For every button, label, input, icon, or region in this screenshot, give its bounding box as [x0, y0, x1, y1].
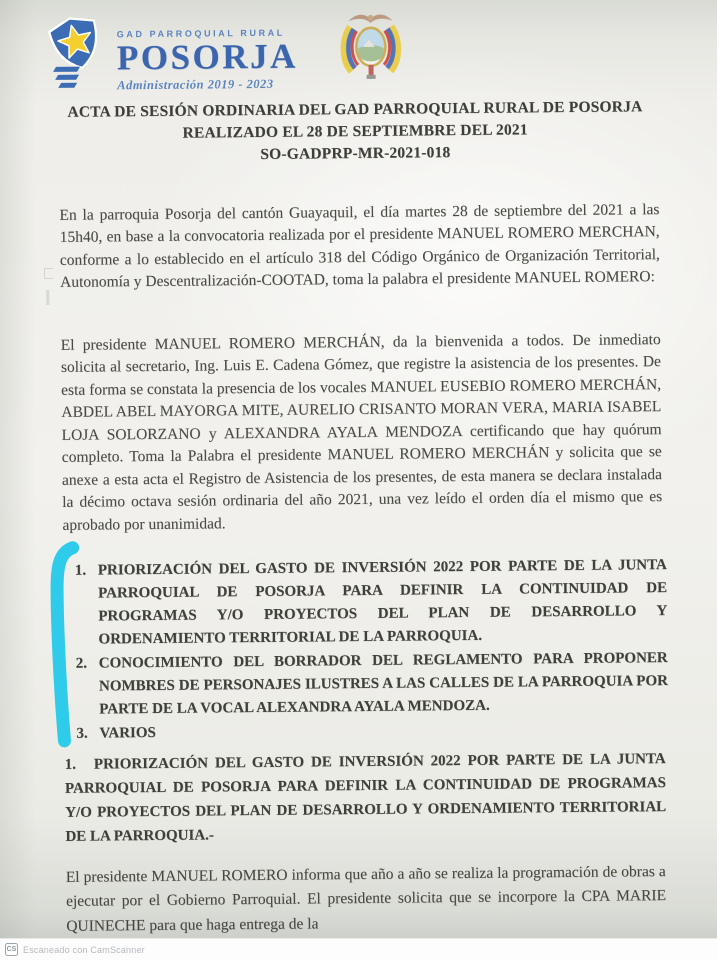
bleed-through-artifact	[44, 268, 53, 279]
agenda-item-number: 1.	[74, 562, 87, 579]
logo-text-block	[117, 13, 299, 94]
welcome-paragraph: El presidente MANUEL ROMERO MERCHÁN, da la bienvenida a todos. De inmediato solicita al secretario, Ing. Luis E. Cadena Gómez, que registre la asistencia de los presentes. De esta forma se constata la presencia de los vocales MANUEL EUSEBIO ROMERO MERCHÁN, ABDEL ABEL MAYORGA MITE, AURELIO CRISANTO MORAN VERA, MARIA ISABEL LOJA SOLORZANO y ALEXANDRA AYALA MENDOZA certificando que hay quórum completo. Toma la Palabra el presidente MANUEL ROMERO MERCHÁN y solicita que se anexe a esta acta el Registro de Asistencia de los presentes, de esta manera se declara instalada la décimo octava sesión ordinaria del año 2021, una vez leído el orden día el mismo que es aprobado por unanimidad.	[60, 330, 663, 534]
bleed-through-artifact	[46, 290, 49, 305]
logo-tagline: GAD PARROQUIAL RURAL	[116, 27, 285, 40]
document-title	[54, 96, 656, 168]
document-title-line3: SO-GADPRP-MR-2021-018	[260, 144, 451, 163]
camscanner-footer	[0, 938, 717, 960]
agenda-item-text: VARIOS	[99, 724, 156, 742]
opening-paragraph: En la parroquia Posorja del cantón Guayaquil, el día martes 28 de septiembre del 2021 a las 15h40, en base a la convocatoria realizada por el presidente MANUEL ROMERO MERCHAN, conforme a lo establecido en el artículo 318 del Código Orgánico de Organización Territorial, Autonomía y Descentralización-COOTAD, toma la palabra el presidente MANUEL ROMERO:	[59, 200, 660, 291]
ecuador-coat-of-arms-icon	[328, 6, 413, 96]
agenda-item	[76, 647, 669, 722]
agenda-item-text: PRIORIZACIÓN DEL GASTO DE INVERSIÓN 2022 POR PARTE DE LA JUNTA PARROQUIAL DE POSORJA PARA DEFINIR LA CONTINUIDAD DE PROGRAMAS Y/O PROYECTOS DEL PLAN DE DESARROLLO Y ORDENAMIENTO TERRITORIAL DE LA PARROQUIA.	[97, 557, 668, 648]
logo-name: POSORJA	[116, 36, 298, 78]
agenda-item-number: 2.	[75, 655, 88, 672]
section-heading-number: 1.	[64, 756, 77, 773]
section-heading	[65, 747, 667, 849]
agenda-item-text: CONOCIMIENTO DEL BORRADOR DEL REGLAMENTO PARA PROPONER NOMBRES DE PERSONAJES ILUSTRES A LAS CALLES DE LA PARROQUIA POR PARTE DE LA VOCAL ALEXANDRA AYALA MENDOZA.	[98, 650, 669, 718]
section-heading-text: PRIORIZACIÓN DEL GASTO DE INVERSIÓN 2022 POR PARTE DE LA JUNTA PARROQUIAL DE POSORJA PARA DEFINIR LA CONTINUIDAD DE PROGRAMAS Y/O PROYECTOS DEL PLAN DE DESARROLLO Y ORDENAMIENTO TERRITORIAL DE LA PARROQUIA.-	[64, 751, 667, 845]
logo-administration: Administración 2019 - 2023	[117, 76, 274, 93]
posorja-shield-icon	[46, 14, 111, 96]
document-title-line2: REALIZADO EL 28 DE SEPTIEMBRE DEL 2021	[182, 121, 528, 142]
camscanner-icon: CS	[5, 943, 18, 956]
agenda-item-number: 3.	[76, 725, 88, 742]
posorja-logo	[46, 13, 299, 96]
document-title-line1: ACTA DE SESIÓN ORDINARIA DEL GAD PARROQUIAL RURAL DE POSORJA	[67, 98, 643, 121]
agenda-item	[75, 554, 668, 652]
camscanner-watermark: Escaneado con CamScanner	[23, 944, 145, 955]
agenda-list	[75, 554, 669, 747]
agenda-item	[76, 717, 668, 746]
section-body-paragraph: El presidente MANUEL ROMERO informa que año a año se realiza la programación de obras a ejecutar por el Gobierno Parroquial. El presidente solicita que se incorpore la CPA MARIE QUINECHE para que haga entrega de la	[65, 862, 667, 935]
